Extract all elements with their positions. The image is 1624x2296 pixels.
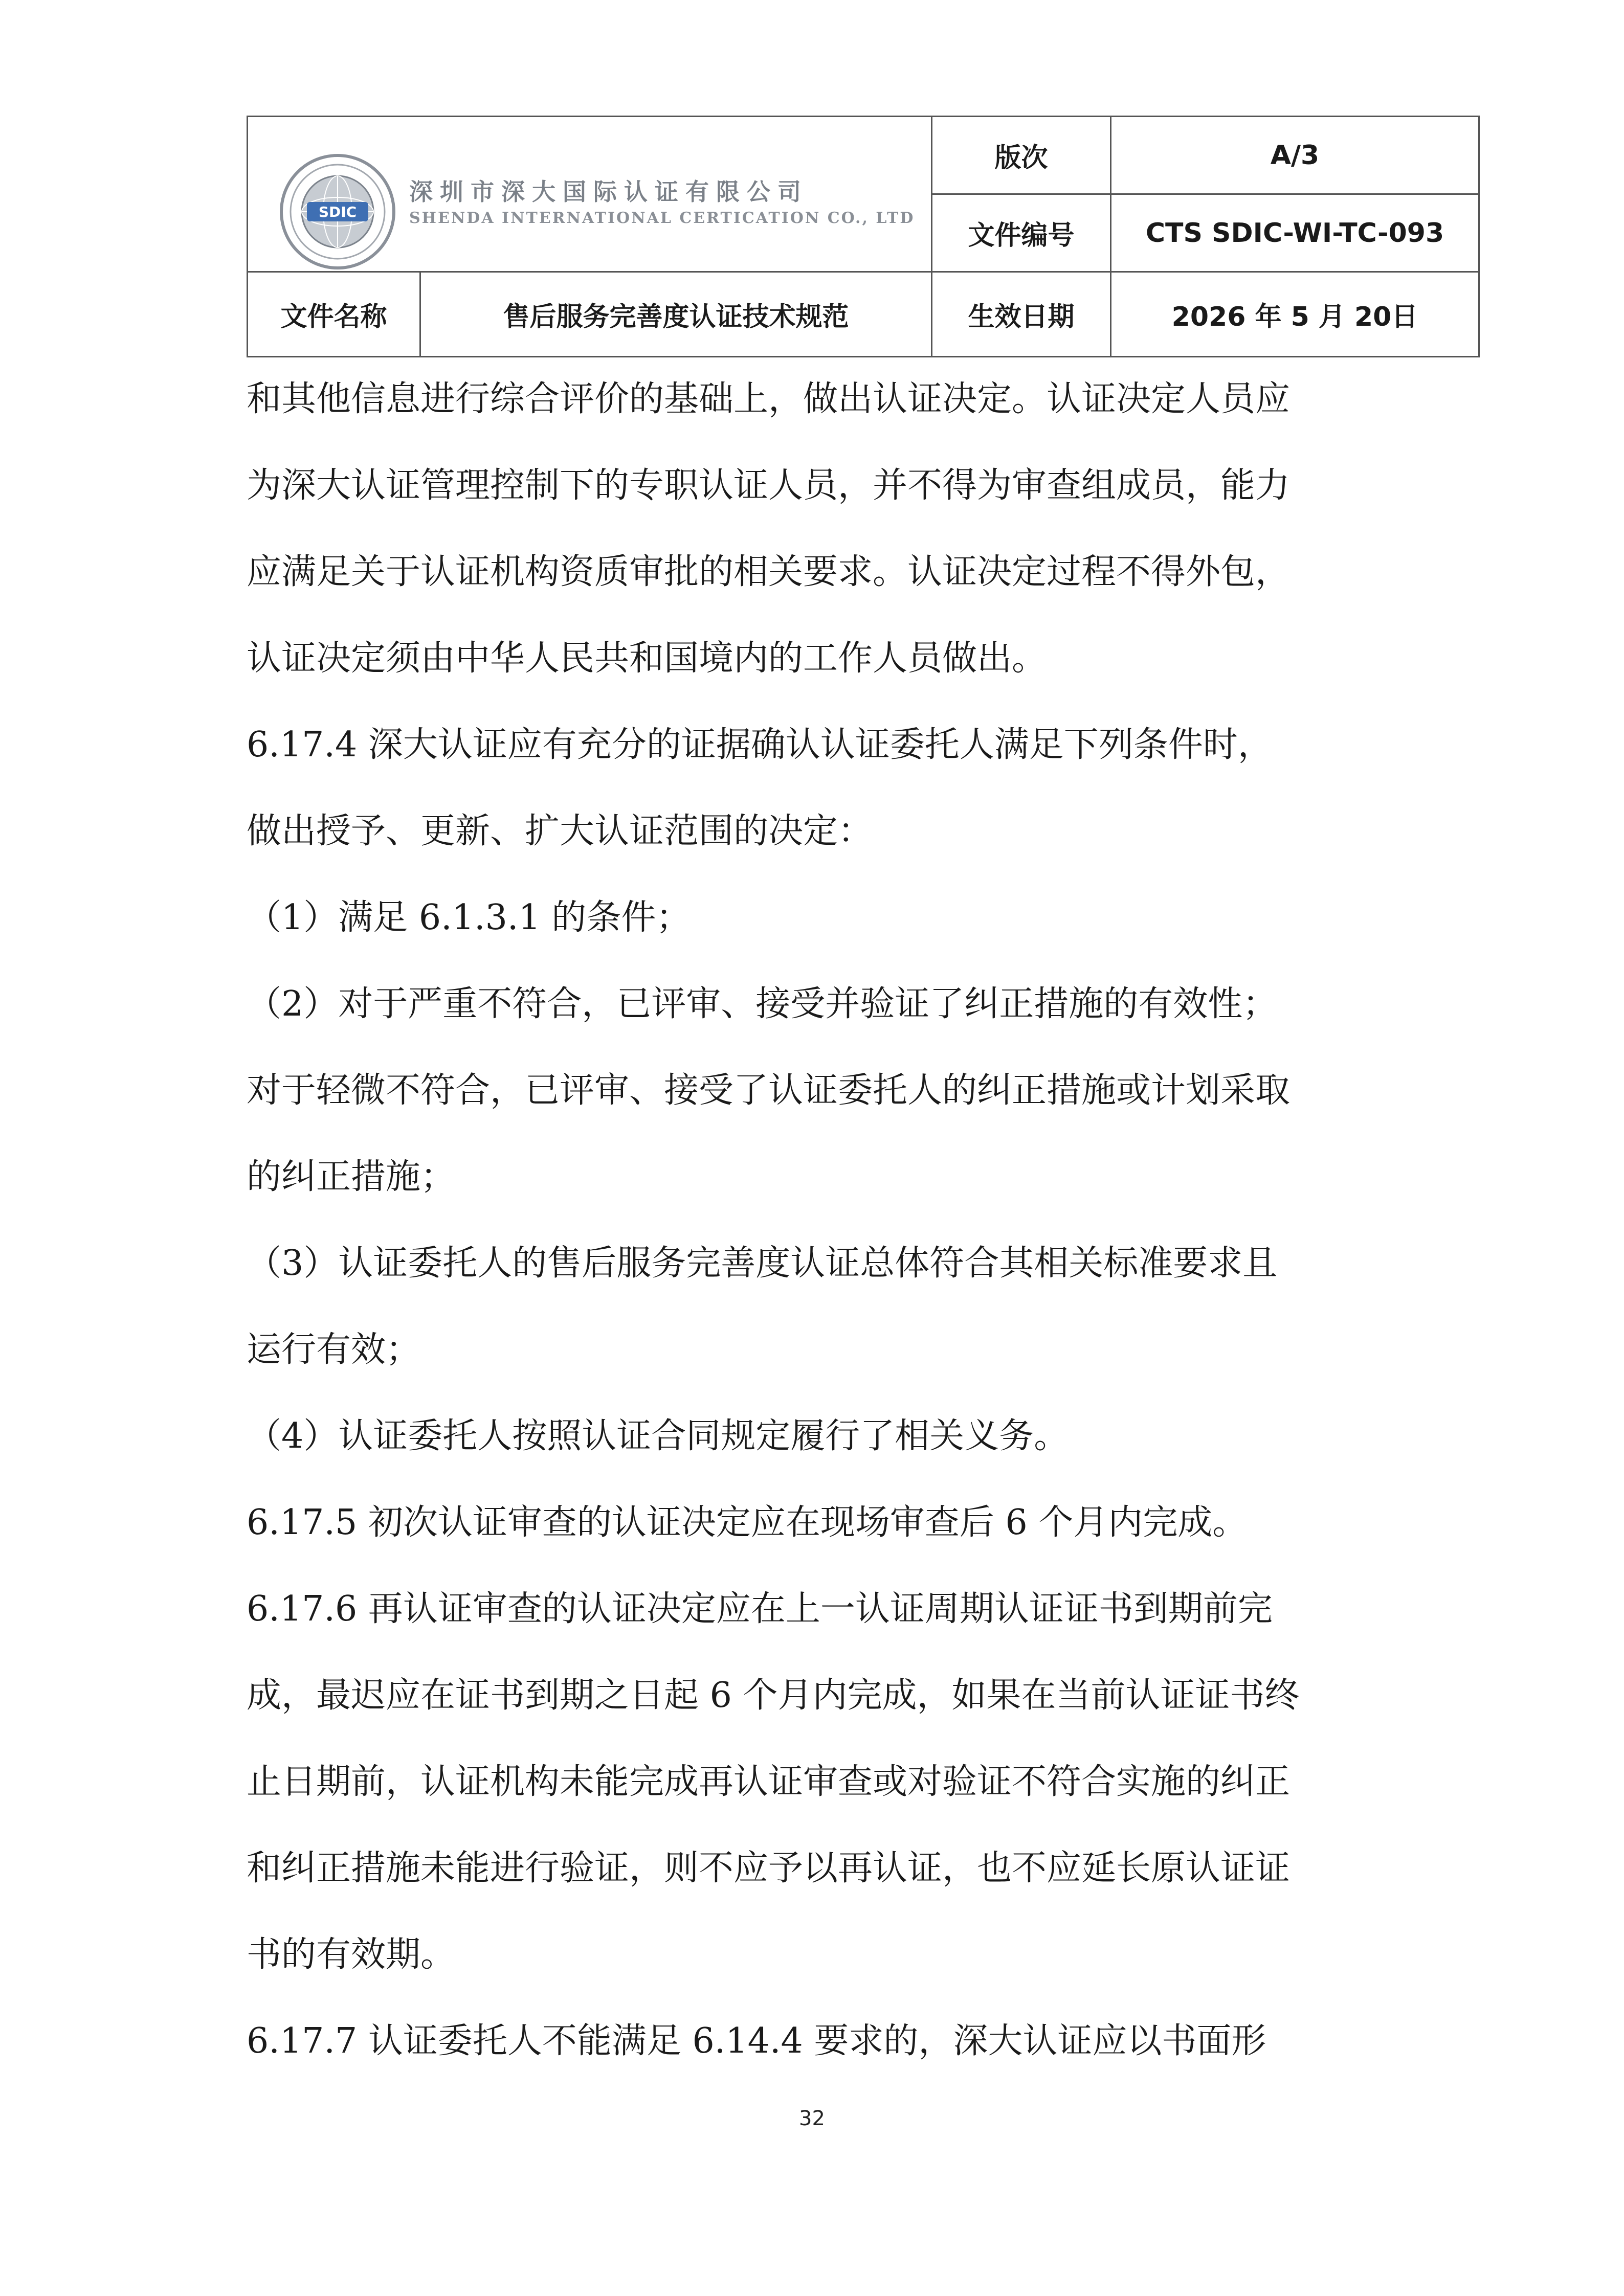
company-logo-cell	[248, 117, 932, 272]
body-line: 运行有效；	[247, 1330, 421, 1370]
effective-date-label: 生效日期	[932, 272, 1111, 357]
list-item-3: （3）认证委托人的售后服务完善度认证总体符合其相关标准要求且	[247, 1243, 1278, 1284]
document-header-table	[247, 116, 1480, 357]
body-line: 认证决定须由中华人民共和国境内的工作人员做出。	[247, 638, 1047, 679]
body-line: 和其他信息进行综合评价的基础上，做出认证决定。认证决定人员应	[247, 379, 1291, 419]
version-label: 版次	[932, 117, 1111, 194]
company-name-cn: 深圳市深大国际认证有限公司	[409, 178, 808, 206]
clause-6-17-5: 6.17.5 初次认证审查的认证决定应在现场审查后 6 个月内完成。	[247, 1502, 1248, 1543]
company-name-en: SHENDA INTERNATIONAL CERTICATION CO., LTD	[409, 209, 915, 227]
doc-number-value: CTS SDIC-WI-TC-093	[1111, 194, 1479, 272]
page-number: 32	[799, 2107, 825, 2130]
company-seal-icon	[279, 153, 396, 271]
company-logo	[279, 153, 1097, 286]
doc-number-label: 文件编号	[932, 194, 1111, 272]
svg-text:SDIC: SDIC	[318, 204, 357, 220]
body-line: 对于轻微不符合，已评审、接受了认证委托人的纠正措施或计划采取	[247, 1070, 1291, 1111]
clause-6-17-7: 6.17.7 认证委托人不能满足 6.14.4 要求的，深大认证应以书面形	[247, 2021, 1266, 2061]
body-line: 的纠正措施；	[247, 1157, 456, 1197]
doc-name-value: 售后服务完善度认证技术规范	[420, 272, 932, 357]
doc-name-label: 文件名称	[248, 272, 420, 357]
list-item-2: （2）对于严重不符合，已评审、接受并验证了纠正措施的有效性；	[247, 984, 1278, 1024]
body-line: 成，最迟应在证书到期之日起 6 个月内完成，如果在当前认证证书终	[247, 1675, 1300, 1716]
body-line: 书的有效期。	[247, 1934, 456, 1975]
list-item-4: （4）认证委托人按照认证合同规定履行了相关义务。	[247, 1416, 1069, 1456]
body-line: 应满足关于认证机构资质审批的相关要求。认证决定过程不得外包，	[247, 552, 1291, 592]
body-line: 和纠正措施未能进行验证，则不应予以再认证，也不应延长原认证证	[247, 1848, 1291, 1888]
body-line: 止日期前，认证机构未能完成再认证审查或对验证不符合实施的纠正	[247, 1762, 1291, 1802]
body-line: 为深大认证管理控制下的专职认证人员，并不得为审查组成员，能力	[247, 465, 1291, 506]
effective-date-value: 2026 年 5 月 20日	[1111, 272, 1479, 357]
clause-6-17-6: 6.17.6 再认证审查的认证决定应在上一认证周期认证证书到期前完	[247, 1589, 1273, 1629]
body-line: 做出授予、更新、扩大认证范围的决定：	[247, 811, 873, 851]
version-value: A/3	[1111, 117, 1479, 194]
list-item-1: （1）满足 6.1.3.1 的条件；	[247, 897, 691, 938]
document-body	[247, 356, 1423, 2084]
clause-6-17-4: 6.17.4 深大认证应有充分的证据确认认证委托人满足下列条件时，	[247, 725, 1273, 765]
